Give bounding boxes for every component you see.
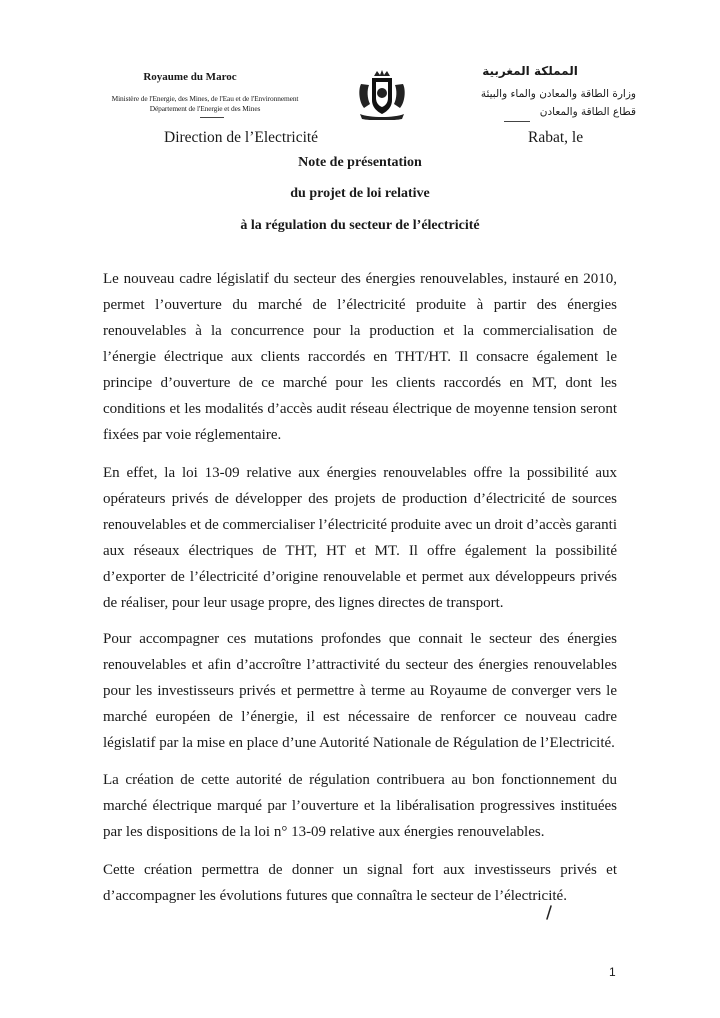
- royal-coat-of-arms-icon: [356, 70, 408, 120]
- header-divider-left: [200, 117, 224, 118]
- document-title-line-3: à la régulation du secteur de l’électricité: [240, 218, 480, 233]
- handwritten-mark-icon: [544, 905, 554, 921]
- body-paragraph-3: Pour accompagner ces mutations profondes que connait le secteur des énergies renouvelables et afin d’accroître l’attractivité du secteur des énergies renouvelables pour les investisseurs privés et permettre à terme au Royaume de converger vers le marché européen de l’énergie, il est nécessaire de renforcer ce nouveau cadre législatif par la mise en place d’une Autorité Nationale de Régulation de l’Electricité.: [103, 631, 617, 751]
- ministry-name-fr: Ministère de l'Energie, des Mines, de l'Eau et de l'Environnement: [111, 94, 299, 103]
- header-direction-fr: Direction de l’Electricité: [164, 129, 319, 146]
- header-department-ar: قطاع الطاقة والمعادن: [539, 106, 636, 118]
- header-ministry-fr: [60, 94, 350, 114]
- body-paragraph-2: En effet, la loi 13-09 relative aux énergies renouvelables offre la possibilité aux opérateurs privés de développer des projets de production d’électricité de sources renouvelables et de commercialiser l’électricité produite avec un droit d’accès garanti aux réseaux électriques de THT, HT et MT. Il offre également la possibilité d’exporter de l’électricité d’origine renouvelable et permet aux développeurs privés de réaliser, pour leur usage propre, des lignes directes de transport.: [103, 465, 617, 611]
- document-title-line-2: du projet de loi relative: [290, 186, 430, 201]
- department-name-fr: Département de l'Energie et des Mines: [149, 104, 261, 113]
- header-country-ar: المملكة المغربية: [482, 64, 578, 78]
- header-city-date: Rabat, le: [528, 129, 584, 146]
- body-paragraph-1: Le nouveau cadre législatif du secteur des énergies renouvelables, instauré en 2010, permet l’ouverture du marché de l’électricité produite à partir des énergies renouvelables à la concurrence pour la production et la commercialisation de l’énergie électrique aux clients raccordés en THT/HT. Il consacre également le principe d’ouverture de ce marché pour les clients raccordés en MT, dont les conditions et les modalités d’accès audit réseau électrique de moyenne tension seront fixées par voie réglementaire.: [103, 271, 617, 443]
- document-title-line-1: Note de présentation: [298, 155, 422, 170]
- header-country-fr: Royaume du Maroc: [143, 71, 237, 83]
- body-paragraph-5: Cette création permettra de donner un signal fort aux investisseurs privés et d’accompagner les évolutions futures que connaîtra le secteur de l’électricité.: [103, 862, 617, 904]
- header-ministry-ar: وزارة الطاقة والمعادن والماء والبيئة: [480, 88, 636, 100]
- page-number: 1: [609, 965, 616, 979]
- body-paragraph-4: La création de cette autorité de régulation contribuera au bon fonctionnement du marché électrique marqué par l’ouverture et la libéralisation progressives instituées par les dispositions de la loi n° 13-09 relative aux énergies renouvelables.: [103, 772, 617, 840]
- header-divider-right: [504, 121, 530, 122]
